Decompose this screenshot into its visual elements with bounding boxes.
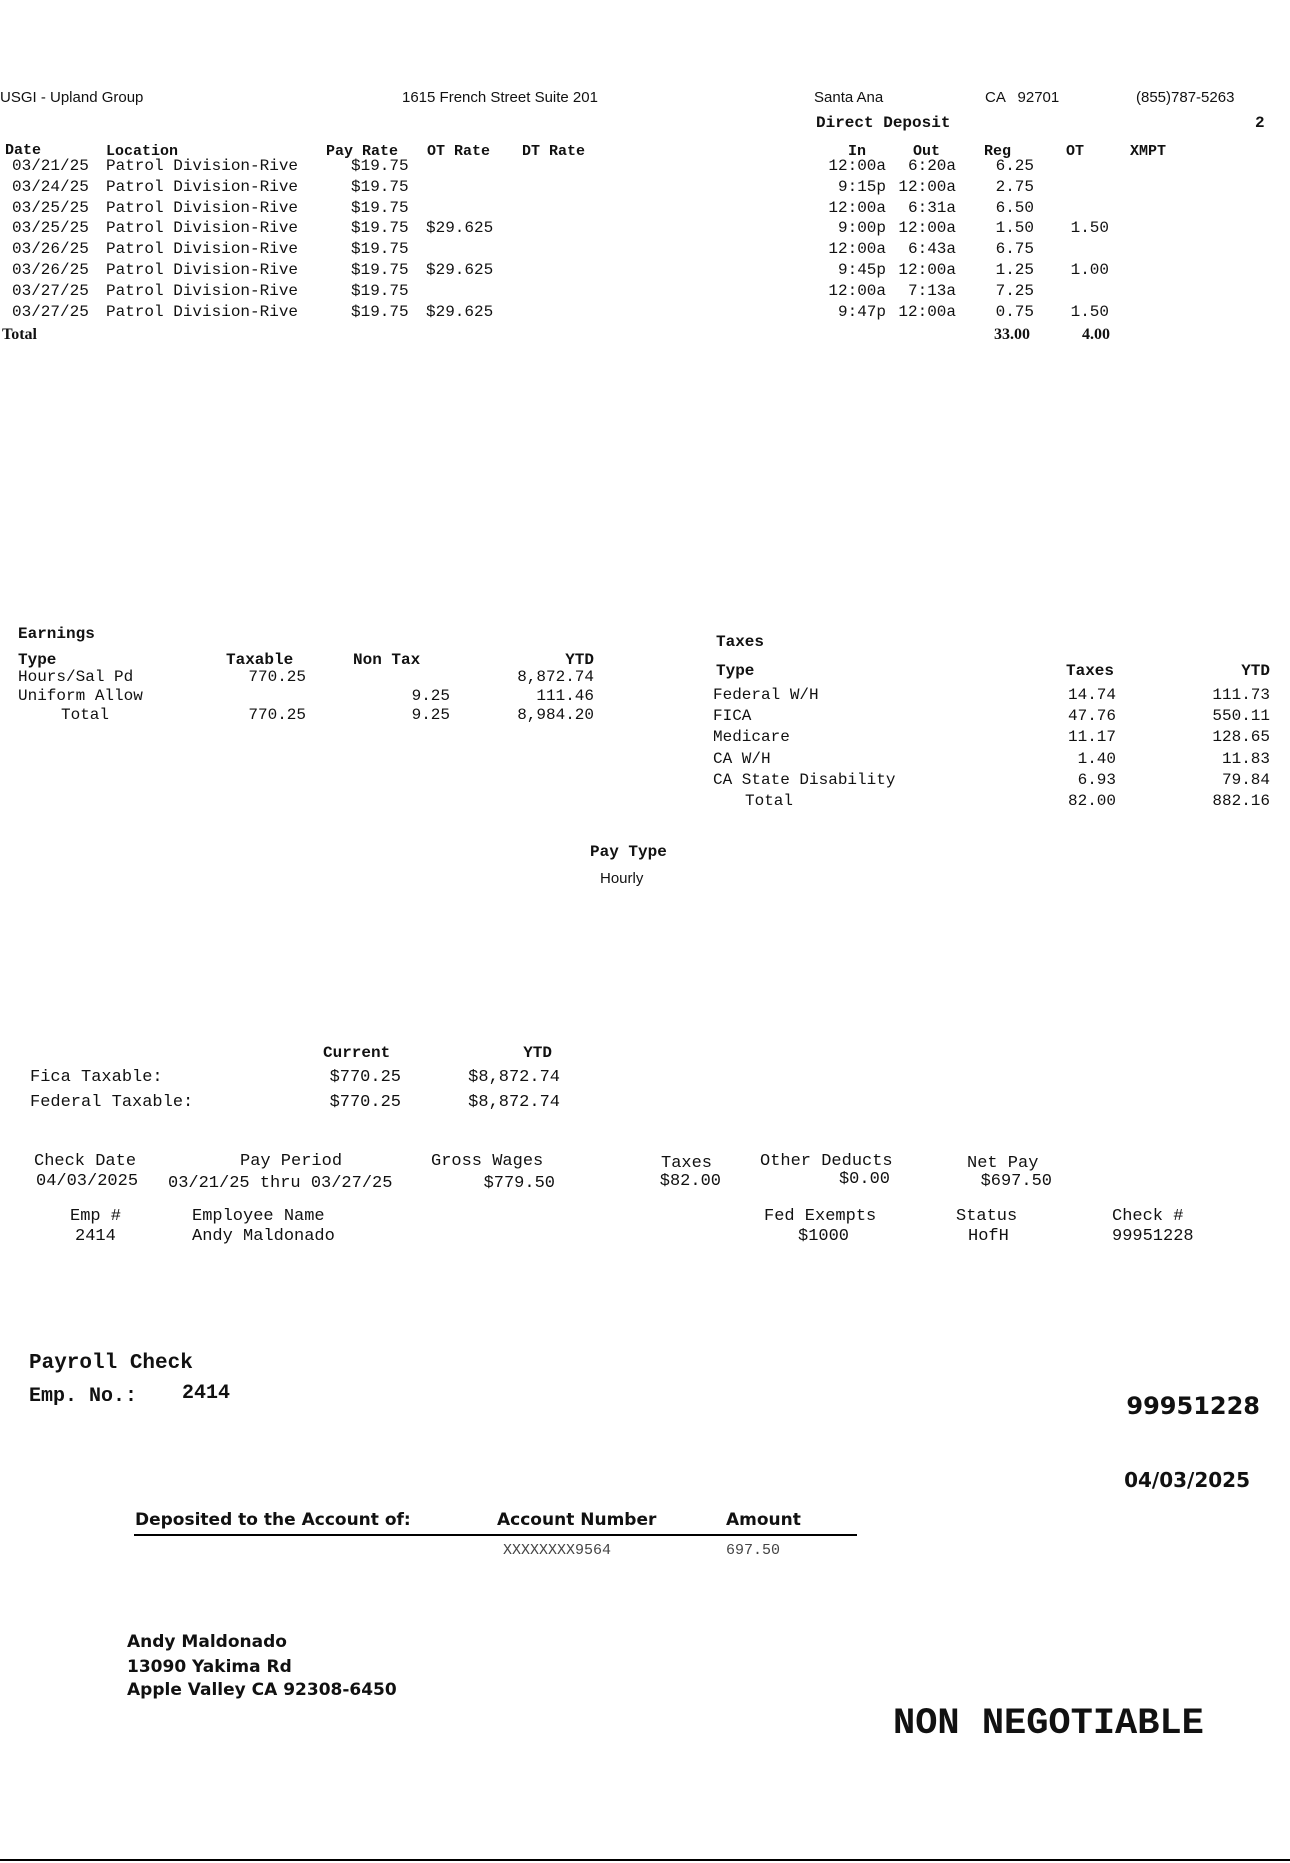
ts-ot: 1.50 <box>1070 302 1109 321</box>
ts-out: 7:13a <box>907 281 956 300</box>
ts-pay-rate: $19.75 <box>351 281 409 300</box>
ts-location: Patrol Division-Rive <box>106 302 299 321</box>
bottom-border <box>0 1859 1290 1861</box>
ts-in: 12:00a <box>828 281 886 300</box>
taxes-amount: 82.00 <box>1067 792 1116 810</box>
page-number: 2 <box>1255 114 1265 132</box>
ts-in: 12:00a <box>828 240 886 259</box>
ts-date: 03/25/25 <box>12 198 89 217</box>
col-date: Date <box>5 142 42 159</box>
ts-reg: 2.75 <box>995 177 1034 196</box>
fica-taxable-current: $770.25 <box>329 1068 401 1087</box>
ts-date: 03/27/25 <box>12 281 89 300</box>
check-date: 04/03/2025 <box>1124 1468 1250 1492</box>
ts-ot-rate: $29.625 <box>426 302 494 321</box>
taxes-col-type: Type <box>716 662 755 680</box>
company-phone: (855)787-5263 <box>1136 89 1235 106</box>
taxes-col-taxes: Taxes <box>1065 662 1114 680</box>
taxes-type: Federal W/H <box>713 686 819 704</box>
col-ot-rate: OT Rate <box>427 143 491 160</box>
check-date-label: Check Date <box>34 1152 137 1171</box>
company-state-zip: CA 92701 <box>985 89 1060 106</box>
pay-period-label: Pay Period <box>240 1152 343 1171</box>
account-number-header: Account Number <box>497 1510 657 1530</box>
earnings-title: Earnings <box>18 625 95 643</box>
ts-in: 9:47p <box>837 302 886 321</box>
taxable-current-label: Current <box>323 1044 391 1062</box>
ts-out: 12:00a <box>898 261 956 279</box>
col-ot: OT <box>1066 143 1085 160</box>
timesheet-total-label: Total <box>2 326 37 343</box>
ts-pay-rate: $19.75 <box>351 302 409 321</box>
taxes-type: Medicare <box>713 728 790 747</box>
col-in: In <box>847 143 866 160</box>
taxes-type: Total <box>745 792 794 810</box>
ts-location: Patrol Division-Rive <box>106 240 299 259</box>
earnings-non-tax: 9.25 <box>411 706 450 724</box>
ts-reg: 7.25 <box>995 281 1034 300</box>
taxes-type: FICA <box>713 707 752 726</box>
ts-date: 03/24/25 <box>12 177 89 196</box>
earnings-type: Uniform Allow <box>18 687 143 705</box>
ts-in: 12:00a <box>828 198 886 217</box>
ts-reg: 6.75 <box>995 240 1034 259</box>
ts-ot: 1.00 <box>1070 261 1109 279</box>
amount-header: Amount <box>726 1510 801 1530</box>
ts-location: Patrol Division-Rive <box>106 198 299 217</box>
taxes-type: CA State Disability <box>713 770 896 789</box>
non-negotiable-stamp: NON NEGOTIABLE <box>893 1703 1204 1745</box>
emp-no-value: 2414 <box>182 1382 231 1405</box>
earnings-taxable: 770.25 <box>248 706 306 724</box>
ts-out: 12:00a <box>898 177 956 196</box>
payroll-check-title: Payroll Check <box>29 1352 193 1375</box>
ts-pay-rate: $19.75 <box>351 177 409 196</box>
earnings-ytd: 8,872.74 <box>517 668 594 686</box>
ts-in: 9:00p <box>837 219 886 238</box>
ts-in: 9:45p <box>837 261 886 279</box>
emp-number-label: Emp # <box>70 1207 122 1226</box>
earnings-taxable: 770.25 <box>248 668 306 686</box>
other-deducts-label: Other Deducts <box>760 1152 893 1171</box>
col-location: Location <box>106 143 179 160</box>
taxes-amount: 14.74 <box>1067 686 1116 704</box>
taxes-title: Taxes <box>716 633 765 651</box>
ts-reg: 6.50 <box>995 198 1034 217</box>
ts-location: Patrol Division-Rive <box>106 157 299 175</box>
col-pay-rate: Pay Rate <box>326 143 399 160</box>
ts-date: 03/26/25 <box>12 240 89 259</box>
federal-taxable-current: $770.25 <box>329 1093 401 1112</box>
taxes-value: $82.00 <box>659 1172 721 1191</box>
gross-wages-label: Gross Wages <box>431 1152 544 1171</box>
earnings-col-ytd: YTD <box>565 651 594 669</box>
taxes-col-ytd: YTD <box>1241 662 1270 680</box>
ts-in: 12:00a <box>828 157 886 175</box>
fica-taxable-ytd: $8,872.74 <box>468 1068 560 1087</box>
taxes-ytd: 128.65 <box>1212 728 1270 747</box>
check-date-value: 04/03/2025 <box>36 1172 139 1191</box>
timesheet-total-reg: 33.00 <box>994 326 1030 343</box>
emp-number-value: 2414 <box>75 1227 116 1246</box>
taxes-type: CA W/H <box>713 749 771 768</box>
company-city: Santa Ana <box>814 89 884 106</box>
federal-taxable-ytd: $8,872.74 <box>468 1093 560 1112</box>
earnings-type: Total <box>61 706 110 724</box>
taxes-amount: 1.40 <box>1077 749 1116 768</box>
ts-out: 12:00a <box>898 219 956 238</box>
ts-location: Patrol Division-Rive <box>106 281 299 300</box>
company-street: 1615 French Street Suite 201 <box>402 89 598 106</box>
ts-pay-rate: $19.75 <box>351 240 409 259</box>
ts-out: 6:31a <box>907 198 956 217</box>
taxes-ytd: 79.84 <box>1221 770 1270 789</box>
taxes-amount: 47.76 <box>1067 707 1116 726</box>
other-deducts-value: $0.00 <box>838 1170 890 1189</box>
ts-out: 6:43a <box>907 240 956 259</box>
ts-location: Patrol Division-Rive <box>106 177 299 196</box>
employee-name-label: Employee Name <box>192 1207 325 1226</box>
col-xmpt: XMPT <box>1130 143 1167 160</box>
ts-reg: 0.75 <box>995 302 1034 321</box>
gross-wages-value: $779.50 <box>483 1174 555 1193</box>
timesheet-total-ot: 4.00 <box>1082 326 1110 343</box>
pay-type-value: Hourly <box>600 870 644 887</box>
ts-date: 03/26/25 <box>12 261 89 279</box>
col-dt-rate: DT Rate <box>522 143 586 160</box>
payee-street: 13090 Yakima Rd <box>127 1657 292 1677</box>
col-out: Out <box>912 143 940 160</box>
amount-value: 697.50 <box>726 1542 781 1559</box>
ts-reg: 1.50 <box>995 219 1034 238</box>
direct-deposit-label: Direct Deposit <box>816 114 951 132</box>
ts-reg: 1.25 <box>995 261 1034 279</box>
emp-no-label: Emp. No.: <box>29 1385 138 1408</box>
fed-exempts-value: $1000 <box>798 1227 850 1246</box>
taxable-ytd-label: YTD <box>523 1044 552 1062</box>
col-reg: Reg <box>984 143 1012 160</box>
ts-ot-rate: $29.625 <box>426 219 494 238</box>
earnings-non-tax: 9.25 <box>411 687 450 705</box>
check-number: 99951228 <box>1126 1392 1260 1420</box>
earnings-col-type: Type <box>18 651 57 669</box>
earnings-col-non-tax: Non Tax <box>353 651 421 669</box>
earnings-ytd: 8,984.20 <box>517 706 594 724</box>
ts-location: Patrol Division-Rive <box>106 261 299 279</box>
ts-ot: 1.50 <box>1070 219 1109 238</box>
deposit-header: Deposited to the Account of: <box>135 1510 411 1530</box>
deposit-divider <box>134 1534 857 1536</box>
taxes-ytd: 882.16 <box>1212 792 1270 810</box>
federal-taxable-label: Federal Taxable: <box>30 1093 194 1112</box>
check-number-label: Check # <box>1112 1207 1184 1226</box>
employee-name-value: Andy Maldonado <box>192 1227 335 1246</box>
ts-in: 9:15p <box>837 177 886 196</box>
ts-location: Patrol Division-Rive <box>106 219 299 238</box>
ts-out: 6:20a <box>907 157 956 175</box>
company-name: USGI - Upland Group <box>0 89 144 106</box>
account-number-value: XXXXXXXX9564 <box>503 1542 612 1559</box>
earnings-type: Hours/Sal Pd <box>18 668 134 686</box>
pay-type-label: Pay Type <box>590 843 667 861</box>
fica-taxable-label: Fica Taxable: <box>30 1068 163 1087</box>
fed-exempts-label: Fed Exempts <box>764 1207 877 1226</box>
ts-pay-rate: $19.75 <box>351 261 409 279</box>
taxes-ytd: 11.83 <box>1221 749 1270 768</box>
ts-pay-rate: $19.75 <box>351 198 409 217</box>
status-value: HofH <box>968 1227 1009 1246</box>
taxes-label: Taxes <box>661 1154 713 1173</box>
taxes-amount: 6.93 <box>1077 770 1116 789</box>
ts-ot-rate: $29.625 <box>426 261 494 279</box>
ts-pay-rate: $19.75 <box>351 219 409 238</box>
ts-date: 03/21/25 <box>12 157 89 175</box>
net-pay-value: $697.50 <box>980 1172 1052 1191</box>
net-pay-label: Net Pay <box>967 1154 1039 1173</box>
status-label: Status <box>956 1207 1018 1226</box>
earnings-col-taxable: Taxable <box>226 651 294 669</box>
payee-name: Andy Maldonado <box>127 1632 287 1652</box>
ts-date: 03/25/25 <box>12 219 89 238</box>
taxes-amount: 11.17 <box>1067 728 1116 747</box>
taxes-ytd: 111.73 <box>1212 686 1270 704</box>
check-number-value: 99951228 <box>1112 1227 1194 1246</box>
pay-period-value: 03/21/25 thru 03/27/25 <box>168 1174 393 1193</box>
payee-city: Apple Valley CA 92308-6450 <box>127 1680 397 1700</box>
earnings-ytd: 111.46 <box>536 687 594 705</box>
ts-date: 03/27/25 <box>12 302 89 321</box>
ts-out: 12:00a <box>898 302 956 321</box>
ts-pay-rate: $19.75 <box>351 157 409 175</box>
taxes-ytd: 550.11 <box>1212 707 1270 726</box>
ts-reg: 6.25 <box>995 157 1034 175</box>
